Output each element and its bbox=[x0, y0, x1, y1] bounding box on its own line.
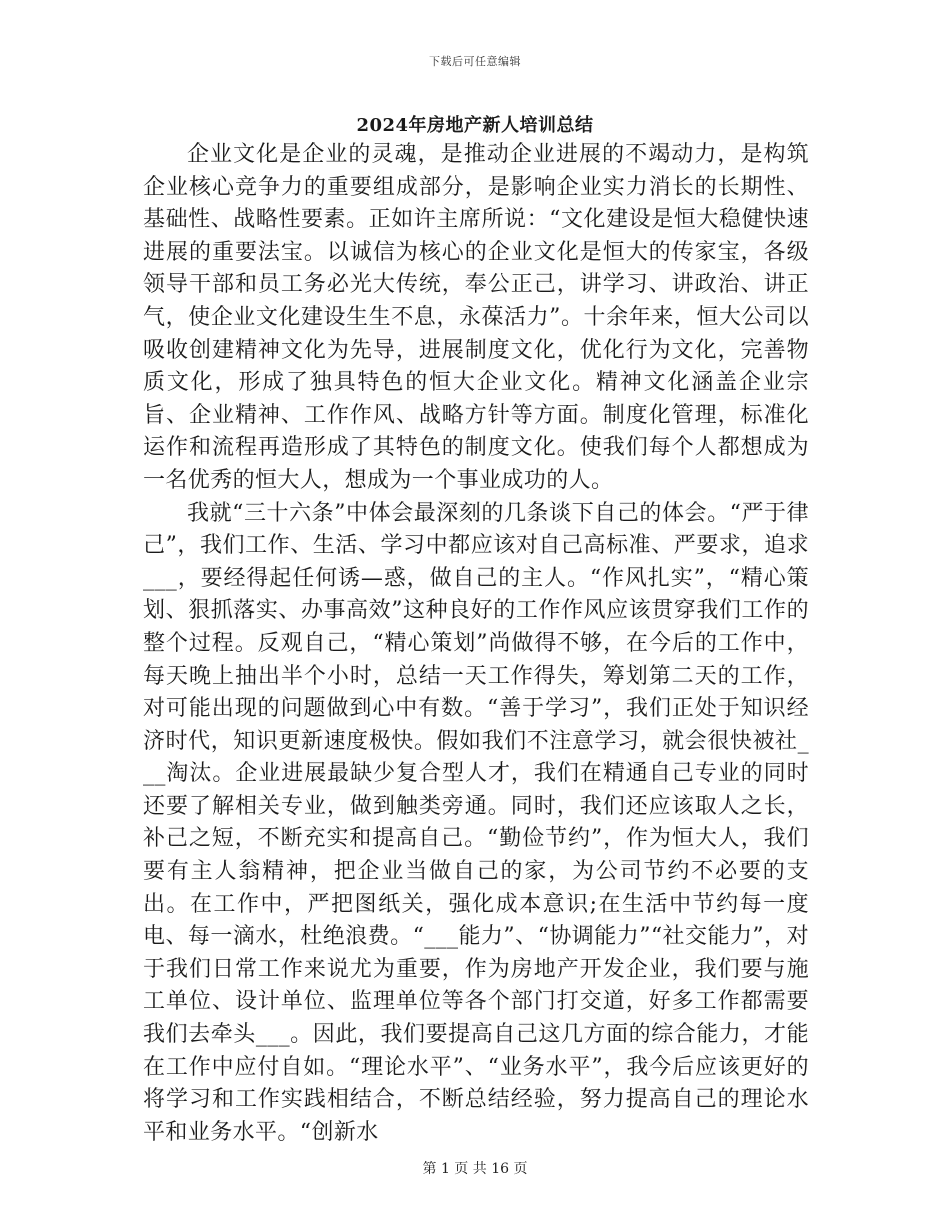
page-number: 第 1 页 共 16 页 bbox=[422, 1161, 528, 1177]
document-title: 2024年房地产新人培训总结 bbox=[356, 115, 594, 136]
paragraph-1: 企业文化是企业的灵魂，是推动企业进展的不竭动力，是构筑企业核心竞争力的重要组成部分，是影响企业实力消长的长期性、基础性、战略性要素。正如许主席所说：“文化建设是恒大稳健快速进展的重要法宝。以诚信为核心的企业文化是恒大的传家宝，各级领导干部和员工务必光大传统，奉公正己，讲学习、讲政治、讲正气，使企业文化建设生生不息，永葆活力”。十余年来，恒大公司以吸收创建精神文化为先导，进展制度文化，优化行为文化，完善物质文化，形成了独具特色的恒大企业文化。精神文化涵盖企业宗旨、企业精神、工作作风、战略方针等方面。制度化管理，标准化运作和流程再造形成了其特色的制度文化。使我们每个人都想成为一名优秀的恒大人，想成为一个事业成功的人。 bbox=[143, 142, 809, 493]
paragraph-2: 我就“三十六条”中体会最深刻的几条谈下自己的体会。“严于律己”，我们工作、生活、学习中都应该对自己高标准、严要求，追求___，要经得起任何诱—惑，做自己的主人。“作风扎实”，“精心策划、狠抓落实、办事高效”这种良好的工作作风应该贯穿我们工作的整个过程。反观自己，“精心策划”尚做得不够，在今后的工作中，每天晚上抽出半个小时，总结一天工作得失，筹划第二天的工作，对可能出现的问题做到心中有数。“善于学习”，我们正处于知识经济时代，知识更新速度极快。假如我们不注意学习，就会很快被社___淘汰。企业进展最缺少复合型人才，我们在精通自己专业的同时还要了解相关专业，做到触类旁通。同时，我们还应该取人之长，补己之短，不断充实和提高自己。“勤俭节约”，作为恒大人，我们要有主人翁精神，把企业当做自己的家，为公司节约不必要的支出。在工作中，严把图纸关，强化成本意识;在生活中节约每一度电、每一滴水，杜绝浪费。“___能力”、“协调能力”“社交能力”，对于我们日常工作来说尤为重要，作为房地产开发企业，我们要与施工单位、设计单位、监理单位等各个部门打交道，好多工作都需要我们去牵头___。因此，我们要提高自己这几方面的综合能力，才能在工作中应付自如。“理论水平”、“业务水平”，我今后应该更好的将学习和工作实践相结合，不断总结经验，努力提高自己的理论水平和业务水平。“创新水 bbox=[143, 500, 809, 1145]
page-header-note: 下载后可任意编辑 bbox=[429, 55, 521, 68]
document-body bbox=[143, 139, 809, 1149]
